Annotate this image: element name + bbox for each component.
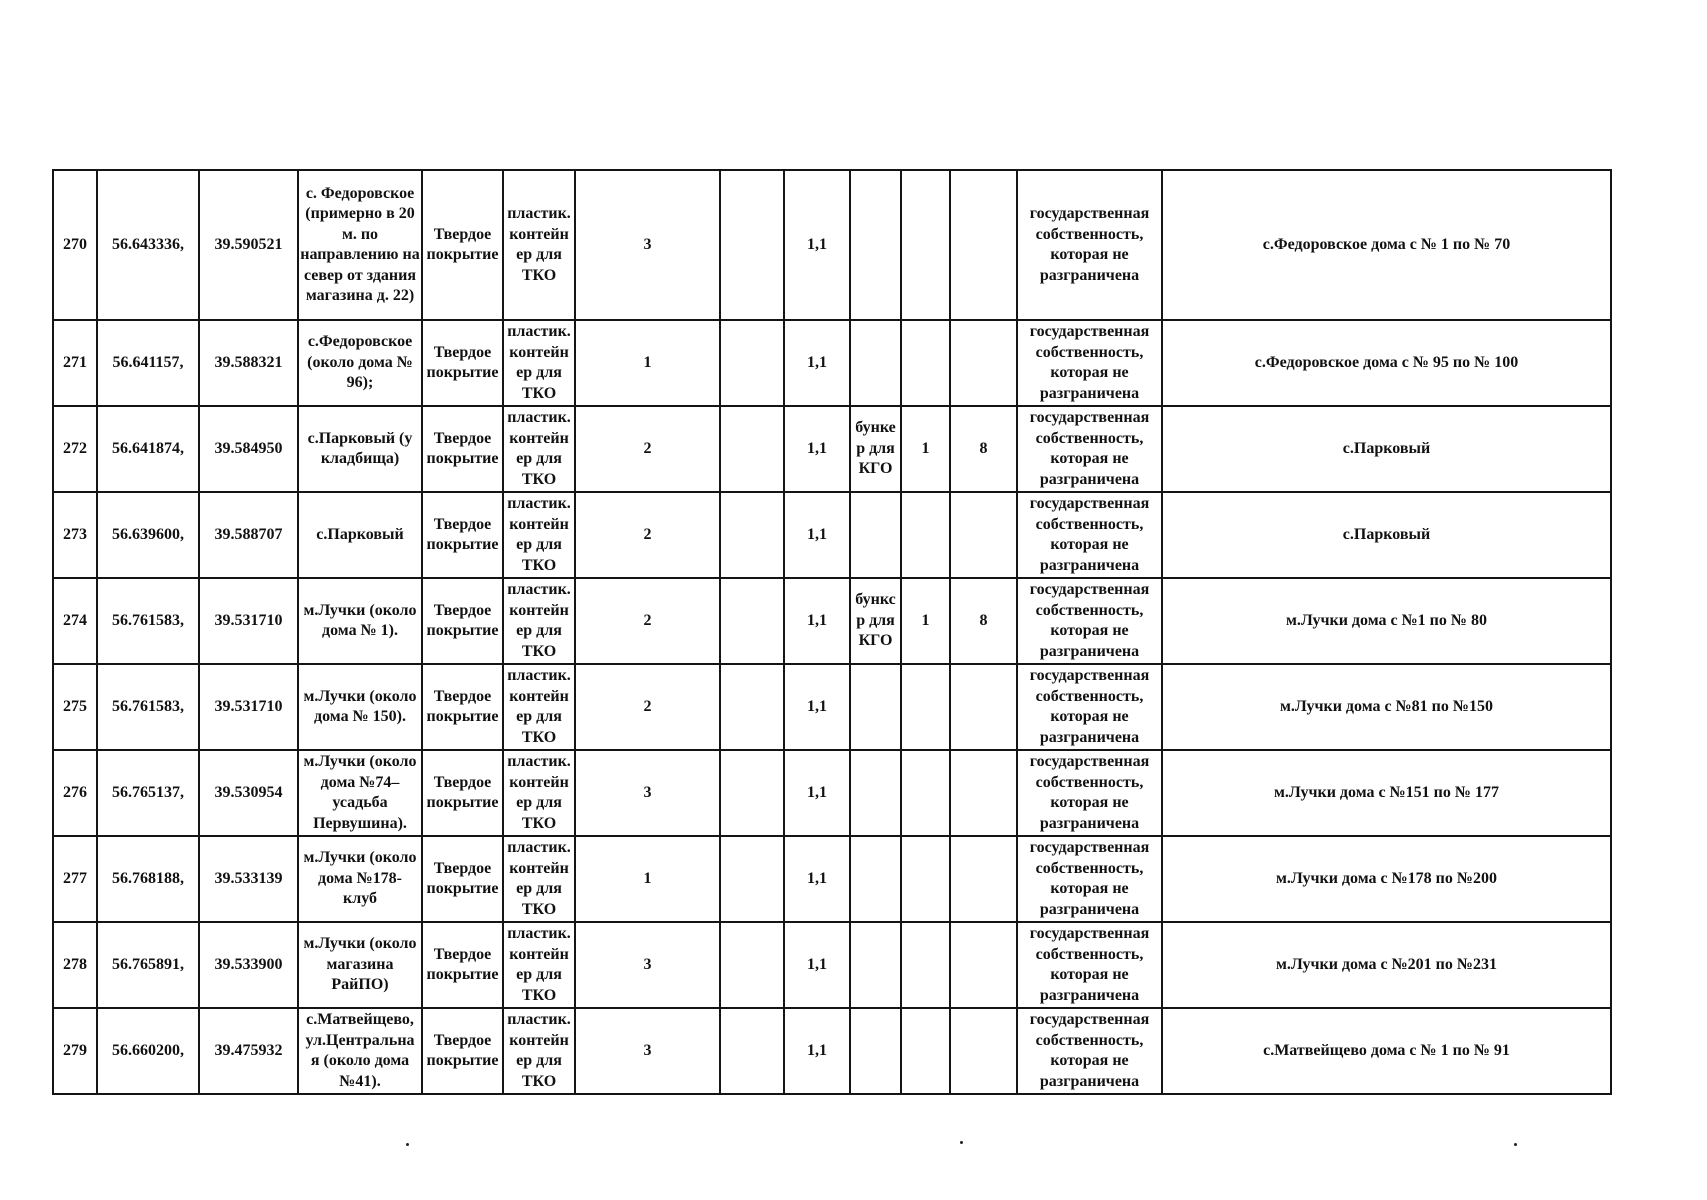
- latitude-cell: 56.765137,: [97, 750, 199, 836]
- latitude-cell: 56.768188,: [97, 836, 199, 922]
- ownership-cell: государственная собственность, которая не разграничена: [1017, 578, 1162, 664]
- empty-cell: [720, 578, 784, 664]
- longitude-cell: 39.475932: [199, 1008, 298, 1094]
- served-objects-cell: с.Федоровское дома с № 1 по № 70: [1162, 170, 1611, 320]
- container-count-cell: 3: [575, 750, 720, 836]
- container-type-cell: пластик. контейн ер для ТКО: [503, 170, 575, 320]
- container-volume-cell: 1,1: [784, 664, 850, 750]
- container-type-cell: пластик. контейн ер для ТКО: [503, 664, 575, 750]
- bunker-count-cell: [901, 492, 950, 578]
- container-type-cell: пластик. контейн ер для ТКО: [503, 406, 575, 492]
- empty-cell: [720, 922, 784, 1008]
- served-objects-cell: с.Парковый: [1162, 492, 1611, 578]
- bunker-volume-cell: [950, 320, 1017, 406]
- surface-type-cell: Твердое покрытие: [422, 170, 503, 320]
- latitude-cell: 56.639600,: [97, 492, 199, 578]
- site-address-cell: с. Федоровское (примерно в 20 м. по направлению на север от здания магазина д. 22): [298, 170, 422, 320]
- bunker-type-cell: бунке р для КГО: [850, 406, 901, 492]
- bunker-count-cell: [901, 170, 950, 320]
- surface-type-cell: Твердое покрытие: [422, 922, 503, 1008]
- surface-type-cell: Твердое покрытие: [422, 578, 503, 664]
- container-volume-cell: 1,1: [784, 578, 850, 664]
- empty-cell: [720, 320, 784, 406]
- container-volume-cell: 1,1: [784, 406, 850, 492]
- ownership-cell: государственная собственность, которая не разграничена: [1017, 320, 1162, 406]
- bunker-count-cell: [901, 1008, 950, 1094]
- longitude-cell: 39.588707: [199, 492, 298, 578]
- longitude-cell: 39.588321: [199, 320, 298, 406]
- surface-type-cell: Твердое покрытие: [422, 492, 503, 578]
- table-row: [53, 320, 1611, 406]
- container-count-cell: 1: [575, 320, 720, 406]
- bunker-count-cell: [901, 750, 950, 836]
- latitude-cell: 56.761583,: [97, 664, 199, 750]
- bunker-count-cell: 1: [901, 406, 950, 492]
- ownership-cell: государственная собственность, которая не разграничена: [1017, 750, 1162, 836]
- container-count-cell: 3: [575, 1008, 720, 1094]
- served-objects-cell: с.Федоровское дома с № 95 по № 100: [1162, 320, 1611, 406]
- served-objects-cell: м.Лучки дома с №81 по №150: [1162, 664, 1611, 750]
- surface-type-cell: Твердое покрытие: [422, 750, 503, 836]
- bunker-volume-cell: [950, 1008, 1017, 1094]
- container-count-cell: 3: [575, 922, 720, 1008]
- ownership-cell: государственная собственность, которая не разграничена: [1017, 406, 1162, 492]
- empty-cell: [720, 664, 784, 750]
- bunker-type-cell: [850, 320, 901, 406]
- longitude-cell: 39.533900: [199, 922, 298, 1008]
- bunker-count-cell: [901, 922, 950, 1008]
- bunker-count-cell: [901, 836, 950, 922]
- ownership-cell: государственная собственность, которая не разграничена: [1017, 922, 1162, 1008]
- row-number: 277: [53, 836, 97, 922]
- bunker-type-cell: [850, 664, 901, 750]
- container-volume-cell: 1,1: [784, 170, 850, 320]
- container-type-cell: пластик. контейн ер для ТКО: [503, 922, 575, 1008]
- bunker-type-cell: [850, 922, 901, 1008]
- latitude-cell: 56.761583,: [97, 578, 199, 664]
- container-count-cell: 2: [575, 406, 720, 492]
- table-row: [53, 578, 1611, 664]
- container-volume-cell: 1,1: [784, 922, 850, 1008]
- latitude-cell: 56.660200,: [97, 1008, 199, 1094]
- latitude-cell: 56.641157,: [97, 320, 199, 406]
- container-type-cell: пластик. контейн ер для ТКО: [503, 836, 575, 922]
- bunker-count-cell: [901, 664, 950, 750]
- bunker-type-cell: [850, 1008, 901, 1094]
- served-objects-cell: с.Парковый: [1162, 406, 1611, 492]
- scan-dot: [406, 1143, 409, 1146]
- bunker-count-cell: 1: [901, 578, 950, 664]
- container-volume-cell: 1,1: [784, 320, 850, 406]
- row-number: 276: [53, 750, 97, 836]
- container-type-cell: пластик. контейн ер для ТКО: [503, 1008, 575, 1094]
- scan-dot: [1514, 1143, 1517, 1146]
- site-address-cell: м.Лучки (около дома №74– усадьба Первушина).: [298, 750, 422, 836]
- bunker-volume-cell: 8: [950, 406, 1017, 492]
- ownership-cell: государственная собственность, которая не разграничена: [1017, 836, 1162, 922]
- bunker-volume-cell: [950, 664, 1017, 750]
- table-row: [53, 492, 1611, 578]
- bunker-type-cell: [850, 836, 901, 922]
- table-row: [53, 750, 1611, 836]
- site-address-cell: м.Лучки (около дома № 1).: [298, 578, 422, 664]
- bunker-volume-cell: [950, 836, 1017, 922]
- site-address-cell: м.Лучки (около дома №178- клуб: [298, 836, 422, 922]
- latitude-cell: 56.641874,: [97, 406, 199, 492]
- served-objects-cell: м.Лучки дома с №151 по № 177: [1162, 750, 1611, 836]
- container-volume-cell: 1,1: [784, 1008, 850, 1094]
- row-number: 273: [53, 492, 97, 578]
- surface-type-cell: Твердое покрытие: [422, 836, 503, 922]
- row-number: 275: [53, 664, 97, 750]
- row-number: 272: [53, 406, 97, 492]
- bunker-volume-cell: 8: [950, 578, 1017, 664]
- longitude-cell: 39.530954: [199, 750, 298, 836]
- table-row: [53, 836, 1611, 922]
- site-address-cell: с.Матвейщево, ул.Центральна я (около дома №41).: [298, 1008, 422, 1094]
- container-type-cell: пластик. контейн ер для ТКО: [503, 578, 575, 664]
- empty-cell: [720, 836, 784, 922]
- container-type-cell: пластик. контейн ер для ТКО: [503, 492, 575, 578]
- empty-cell: [720, 406, 784, 492]
- bunker-volume-cell: [950, 750, 1017, 836]
- bunker-volume-cell: [950, 170, 1017, 320]
- container-count-cell: 2: [575, 664, 720, 750]
- site-address-cell: м.Лучки (около дома № 150).: [298, 664, 422, 750]
- row-number: 271: [53, 320, 97, 406]
- container-volume-cell: 1,1: [784, 750, 850, 836]
- table-row: [53, 1008, 1611, 1094]
- surface-type-cell: Твердое покрытие: [422, 406, 503, 492]
- table-row: [53, 664, 1611, 750]
- served-objects-cell: м.Лучки дома с №201 по №231: [1162, 922, 1611, 1008]
- bunker-count-cell: [901, 320, 950, 406]
- row-number: 274: [53, 578, 97, 664]
- table-row: [53, 922, 1611, 1008]
- row-number: 270: [53, 170, 97, 320]
- empty-cell: [720, 750, 784, 836]
- site-address-cell: с.Федоровское (около дома № 96);: [298, 320, 422, 406]
- site-address-cell: с.Парковый: [298, 492, 422, 578]
- bunker-type-cell: [850, 492, 901, 578]
- served-objects-cell: м.Лучки дома с №1 по № 80: [1162, 578, 1611, 664]
- site-address-cell: м.Лучки (около магазина РайПО): [298, 922, 422, 1008]
- scan-dot: [960, 1141, 963, 1144]
- empty-cell: [720, 1008, 784, 1094]
- ownership-cell: государственная собственность, которая не разграничена: [1017, 492, 1162, 578]
- container-count-cell: 2: [575, 492, 720, 578]
- container-volume-cell: 1,1: [784, 492, 850, 578]
- container-type-cell: пластик. контейн ер для ТКО: [503, 750, 575, 836]
- longitude-cell: 39.531710: [199, 578, 298, 664]
- bunker-volume-cell: [950, 492, 1017, 578]
- registry-body: [53, 170, 1611, 1094]
- bunker-volume-cell: [950, 922, 1017, 1008]
- container-count-cell: 1: [575, 836, 720, 922]
- bunker-type-cell: [850, 170, 901, 320]
- longitude-cell: 39.531710: [199, 664, 298, 750]
- table-row: [53, 406, 1611, 492]
- container-count-cell: 3: [575, 170, 720, 320]
- latitude-cell: 56.765891,: [97, 922, 199, 1008]
- table-row: [53, 170, 1611, 320]
- longitude-cell: 39.584950: [199, 406, 298, 492]
- bunker-type-cell: бункс р для КГО: [850, 578, 901, 664]
- served-objects-cell: с.Матвейщево дома с № 1 по № 91: [1162, 1008, 1611, 1094]
- ownership-cell: государственная собственность, которая не разграничена: [1017, 1008, 1162, 1094]
- empty-cell: [720, 492, 784, 578]
- longitude-cell: 39.590521: [199, 170, 298, 320]
- ownership-cell: государственная собственность, которая не разграничена: [1017, 664, 1162, 750]
- container-count-cell: 2: [575, 578, 720, 664]
- longitude-cell: 39.533139: [199, 836, 298, 922]
- row-number: 279: [53, 1008, 97, 1094]
- site-address-cell: с.Парковый (у кладбища): [298, 406, 422, 492]
- empty-cell: [720, 170, 784, 320]
- surface-type-cell: Твердое покрытие: [422, 1008, 503, 1094]
- row-number: 278: [53, 922, 97, 1008]
- waste-site-registry-table: [52, 169, 1612, 1095]
- ownership-cell: государственная собственность, которая не разграничена: [1017, 170, 1162, 320]
- container-volume-cell: 1,1: [784, 836, 850, 922]
- container-type-cell: пластик. контейн ер для ТКО: [503, 320, 575, 406]
- bunker-type-cell: [850, 750, 901, 836]
- surface-type-cell: Твердое покрытие: [422, 664, 503, 750]
- latitude-cell: 56.643336,: [97, 170, 199, 320]
- served-objects-cell: м.Лучки дома с №178 по №200: [1162, 836, 1611, 922]
- surface-type-cell: Твердое покрытие: [422, 320, 503, 406]
